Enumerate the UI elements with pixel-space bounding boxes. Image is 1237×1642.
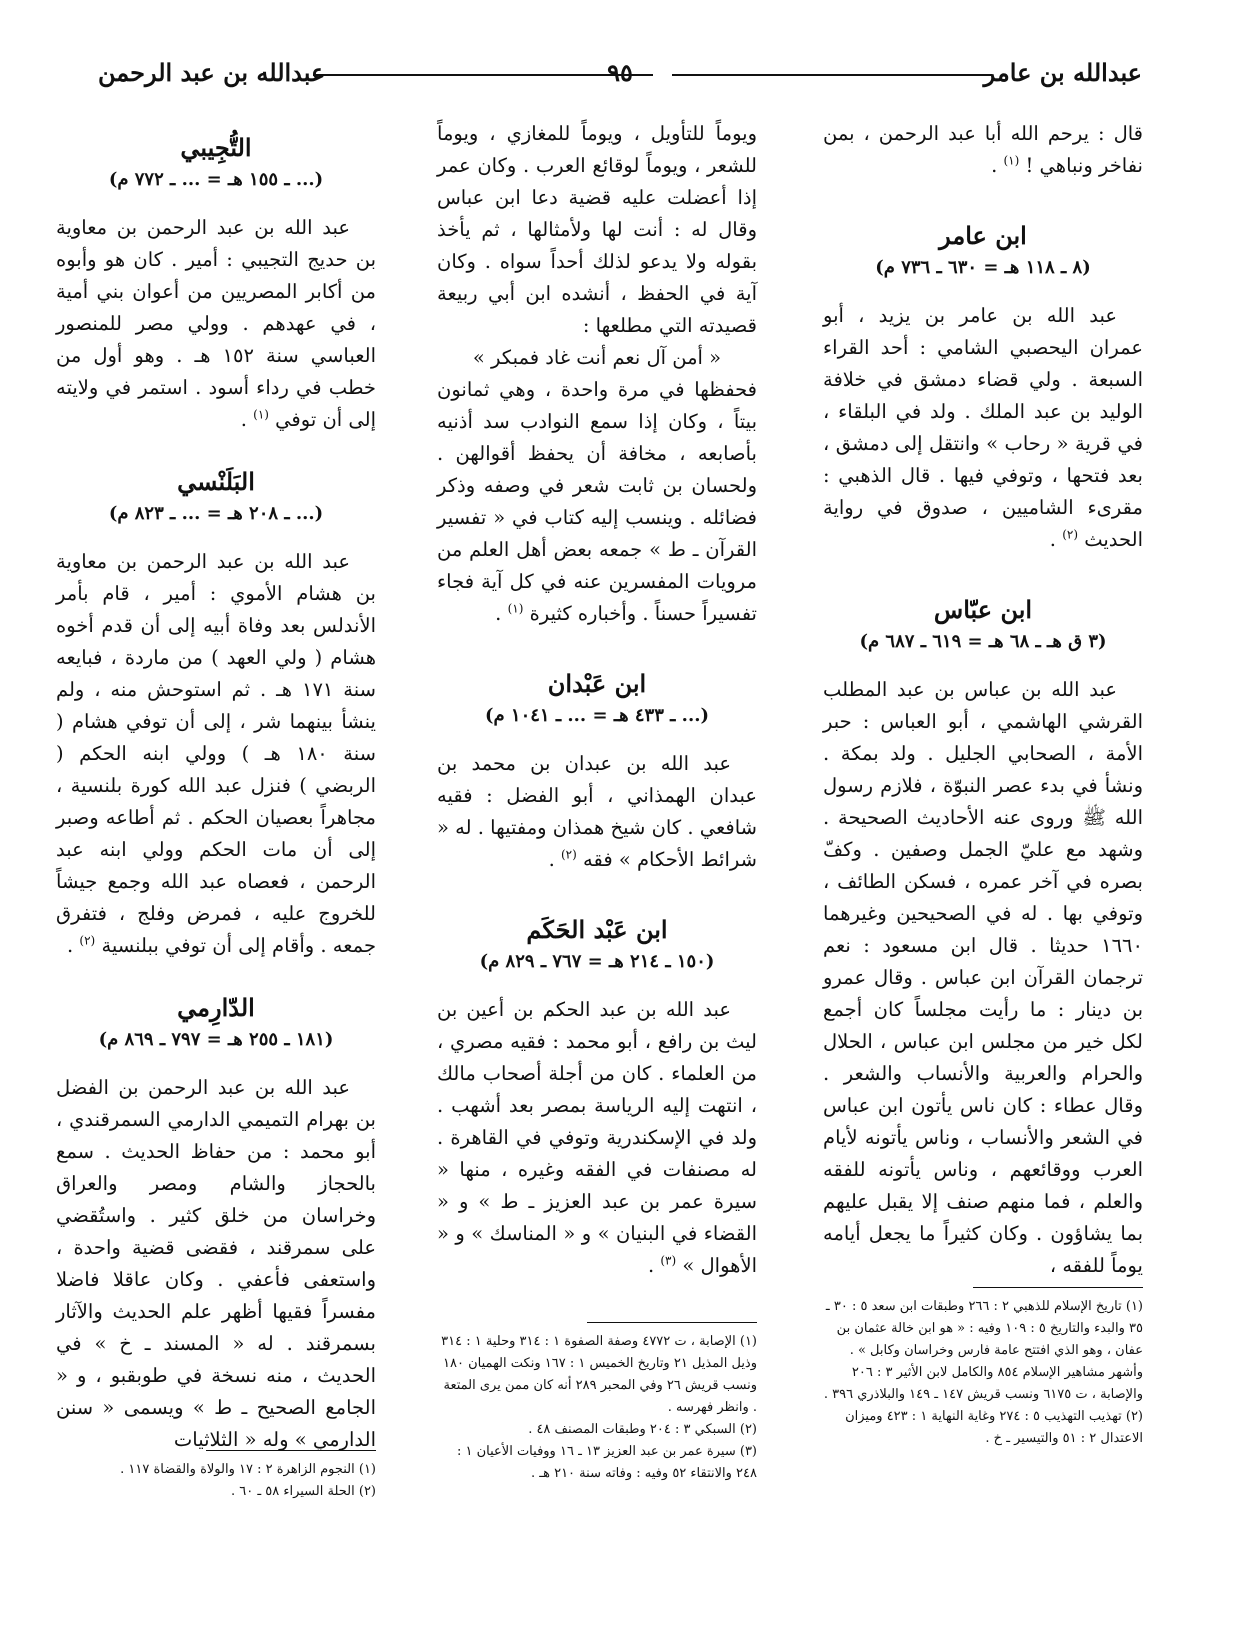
- entry-text: عبد الله بن عبدان بن محمد بن عبدان الهمذاني ، أبو الفضل : فقيه شافعي . كان شيخ همذان ومفتيها . له « شرائط الأحكام » فقه $^{(٢)}$ .: [437, 752, 757, 871]
- paragraph-text: عبد الله بن عباس بن عبد المطلب القرشي الهاشمي ، أبو العباس : حبر الأمة ، الصحابي الجليل . ولد بمكة . ونشأ في بدء عصر النبوّة ، فلازم رسول الله ﷺ وروى عنه الأحاديث الصحيحة . وشهد مع عليّ الجمل وصفين . وكفّ بصره في آخر عمره ، فسكن الطائف ، وتوفي بها . له في الصحيحين وغيرهما ١٦٦٠ حديثا . قال ابن مسعود : نعم ترجمان القرآن ابن عباس . وقال عمرو بن دينار : ما رأيت مجلساً كان أجمع لكل خير من مجلس ابن عباس ، الحلال والحرام والعربية والأنساب والشعر . وقال عطاء : كان ناس يأتون ابن عباس في الشعر والأنساب ، وناس يأتونه لأيام العرب ووقائعهم ، وناس يأتونه للفقه والعلم ، فما منهم صنف إلا يقبل عليهم بما يشاؤون . وكان كثيراً ما يجعل أيامه يوماً للفقه ،: [823, 678, 1143, 1277]
- paragraph-text: عبد الله بن عبد الحكم بن أعين بن ليث بن رافع ، أبو محمد : فقيه مصري ، من العلماء . كان من أجلة أصحاب مالك ، انتهت إليه الرياسة بمصر بعد أشهب . ولد في الإسكندرية وتوفي في القاهرة . له مصنفات في الفقه وغيره ، منها « سيرة عمر بن عبد العزيز ـ ط » و « القضاء في البنيان » و « المناسك » و « الأهوال »: [437, 998, 757, 1277]
- footnote-ref: (١): [1003, 153, 1020, 168]
- footnotes-right: [823, 1287, 1143, 1450]
- entry-title: ابن عَبْد الحَكَم: [526, 915, 668, 944]
- entry-title: ابن عبّاس: [933, 595, 1033, 624]
- footnote: (٢) السبكي ٣ : ٢٠٤ وطبقات المصنف ٤٨ .: [528, 1422, 757, 1437]
- entry-dates: (... ـ ٤٣٣ هـ = ... ـ ١٠٤١ م): [484, 705, 709, 726]
- footnote-ref: (٢): [1062, 527, 1079, 542]
- paragraph: قال : يرحم الله أبا عبد الرحمن ، بمن نفاخر ونباهي ! $^{(١)}$ .: [823, 122, 1143, 177]
- entry-title: ابن عَبْدان: [547, 669, 647, 698]
- entry-dates: (١٥٠ ـ ٢١٤ هـ = ٧٦٧ ـ ٨٢٩ م): [479, 951, 715, 972]
- entry-dates: (٣ ق هـ ـ ٦٨ هـ = ٦١٩ ـ ٦٨٧ م): [859, 631, 1107, 652]
- footnote: (١) الإصابة ، ت ٤٧٧٢ وصفة الصفوة ١ : ٣١٤ وحلية ١ : ٣١٤ وذيل المذيل ٢١ وتاريخ الخميس ١ : ١٦٧ ونكت الهميان ١٨٠ ونسب قريش ٢٦ وفي المحبر ٢٨٩ أنه كان ممن يرى المتعة . وانظر فهرسه .: [441, 1334, 757, 1415]
- column-left: [56, 118, 376, 1456]
- entry-title: الدّارِمي: [177, 993, 255, 1022]
- paragraph-text: ويوماً للتأويل ، ويوماً للمغازي ، ويوماً للشعر ، ويوماً لوقائع العرب . وكان عمر إذا أعضلت عليه قضية دعا ابن عباس وقال له : أنت لها ولأمثالها ، ثم يأخذ بقوله ولا يدعو لذلك أحداً سواه . وكان آية في الحفظ ، أنشده ابن أبي ربيعة قصيدته التي مطلعها :: [437, 122, 757, 337]
- footnote-ref: (٢): [79, 933, 96, 948]
- header-right-title: عبدالله بن عامر: [983, 58, 1142, 87]
- footnote: (٣) سيرة عمر بن عبد العزيز ١٣ ـ ١٦ ووفيات الأعيان ١ : ٢٤٨ والانتقاء ٥٢ وفيه : وفاته سنة ٢١٠ هـ .: [456, 1444, 757, 1481]
- entry-text: عبد الله بن عامر بن يزيد ، أبو عمران اليحصبي الشامي : أحد القراء السبعة . ولي قضاء دمشق في خلافة الوليد بن عبد الملك . ولد في البلقاء ، في قرية « رحاب » وانتقل إلى دمشق ، بعد فتحها ، وتوفي فيها . قال الذهبي : مقرىء الشاميين ، صدوق في رواية الحديث $^{(٢)}$ .: [823, 304, 1143, 551]
- paragraph-text: عبد الله بن عامر بن يزيد ، أبو عمران اليحصبي الشامي : أحد القراء السبعة . ولي قضاء دمشق في خلافة الوليد بن عبد الملك . ولد في البلقاء ، في قرية « رحاب » وانتقل إلى دمشق ، بعد فتحها ، وتوفي فيها . قال الذهبي : مقرىء الشاميين ، صدوق في رواية الحديث: [823, 304, 1143, 551]
- page-number: ٩٥: [601, 58, 639, 87]
- entry-title: البَلَنْسي: [177, 467, 255, 496]
- poem-quote: « أمن آل نعم أنت غاد فمبكر »: [472, 346, 722, 369]
- footnote-rule: [587, 1322, 757, 1323]
- footnotes-middle: [437, 1322, 757, 1485]
- footnote-rule: [206, 1450, 376, 1451]
- paragraph-text: عبد الله بن عبد الرحمن بن معاوية بن حديج التجيبي : أمير . كان هو وأبوه من أكابر المصريين من أعوان بني أمية ، في عهدهم . وولي مصر للمنصور العباسي سنة ١٥٢ هـ . وهو أول من خطب في رداء أسود . استمر في ولايته إلى أن توفي: [56, 216, 376, 431]
- entry-text: [56, 1072, 376, 1456]
- header-rule: [313, 74, 653, 76]
- paragraph: [437, 118, 757, 342]
- footnote: (١) تاريخ الإسلام للذهبي ٢ : ٢٦٦ وطبقات ابن سعد ٥ : ٣٠ ـ ٣٥ والبدء والتاريخ ٥ : ١٠٩ وفيه : « هو ابن خالة عثمان بن عفان ، وهو الذي افتتح عامة فارس وخراسان وكابل » . وأشهر مشاهير الإسلام ٨٥٤ والكامل لابن الأثير ٣ : ٢٠٦ والإصابة ، ت ٦١٧٥ ونسب قريش ١٤٧ ـ ١٤٩ والبلاذري ٣٩٦ .: [823, 1299, 1143, 1402]
- paragraph-text: قال : يرحم الله أبا عبد الرحمن ، بمن نفاخر ونباهي !: [823, 122, 1143, 177]
- paragraph: فحفظها في مرة واحدة ، وهي ثمانون بيتاً ، وكان إذا سمع النوادب سد أذنيه بأصابعه ، مخافة أن يحفظ أقوالهن . ولحسان بن ثابت شعر في وصفه وذكر فضائله . وينسب إليه كتاب في « تفسير القرآن ـ ط » جمعه بعض أهل العلم من مرويات المفسرين عنه في كل آية فجاء تفسيراً حسناً . وأخباره كثيرة $^{(١)}$ .: [437, 378, 757, 625]
- entry-text: عبد الله بن عبد الرحمن بن معاوية بن هشام الأموي : أمير ، قام بأمر الأندلس بعد وفاة أبيه إلى أن قدم أخوه هشام ( ولي العهد ) من ماردة ، فبايعه سنة ١٧١ هـ . ثم استوحش منه ، ولم ينشأ بينهما شر ، إلى أن توفي هشام ( سنة ١٨٠ هـ ) وولي ابنه الحكم ( الربضي ) فنزل عبد الله كورة بلنسية ، مجاهراً بعصيان الحكم . ثم أطاعه وصبر إلى أن مات الحكم وولي ابنه عبد الرحمن ، فعصاه عبد الله وجمع جيشاً للخروج عليه ، فمرض وفلج ، فتفرق جمعه . وأقام إلى أن توفي ببلنسية $^{(٢)}$ .: [56, 550, 376, 957]
- entry-text: [823, 674, 1143, 1282]
- footnotes-left: [56, 1450, 376, 1503]
- entry-dates: (... ـ ٢٠٨ هـ = ... ـ ٨٢٣ م): [108, 503, 324, 524]
- footnote-ref: (٣): [660, 1253, 677, 1268]
- footnote-ref: (١): [507, 601, 524, 616]
- header-rule: [672, 74, 992, 76]
- footnote: (١) النجوم الزاهرة ٢ : ١٧ والولاة والقضاة ١١٧ .: [120, 1462, 376, 1477]
- footnote: (٢) تهذيب التهذيب ٥ : ٢٧٤ وغاية النهاية ١ : ٤٢٣ وميزان الاعتدال ٢ : ٥١ والتيسير ـ خ .: [845, 1409, 1143, 1446]
- paragraph-text: عبد الله بن عبد الرحمن بن معاوية بن هشام الأموي : أمير ، قام بأمر الأندلس بعد وفاة أبيه إلى أن قدم أخوه هشام ( ولي العهد ) من ماردة ، فبايعه سنة ١٧١ هـ . ثم استوحش منه ، ولم ينشأ بينهما شر ، إلى أن توفي هشام ( سنة ١٨٠ هـ ) وولي ابنه الحكم ( الربضي ) فنزل عبد الله كورة بلنسية ، مجاهراً بعصيان الحكم . ثم أطاعه وصبر إلى أن مات الحكم وولي ابنه عبد الرحمن ، فعصاه عبد الله وجمع جيشاً للخروج عليه ، فمرض وفلج ، فتفرق جمعه . وأقام إلى أن توفي ببلنسية: [56, 550, 376, 957]
- entry-title: ابن عامر: [939, 221, 1027, 250]
- paragraph-text: عبد الله بن عبدان بن محمد بن عبدان الهمذاني ، أبو الفضل : فقيه شافعي . كان شيخ همذان ومفتيها . له « شرائط الأحكام » فقه: [437, 752, 757, 871]
- paragraph-text: عبد الله بن عبد الرحمن بن الفضل بن بهرام التميمي الدارمي السمرقندي ، أبو محمد : من حفاظ الحديث . سمع بالحجاز والشام ومصر والعراق وخراسان من خلق كثير . واستُقضي على سمرقند ، فقضى قضية واحدة ، واستعفى فأعفي . وكان عاقلا فاضلا مفسراً فقيها أظهر علم الحديث والآثار بسمرقند . له « المسند ـ خ » في الحديث ، منه نسخة في طوبقبو ، و « الجامع الصحيح ـ ط » ويسمى « سنن الدارمي » وله « الثلاثيات: [56, 1076, 376, 1451]
- footnote-rule: [973, 1287, 1143, 1288]
- header-left-title: عبدالله بن عبد الرحمن: [98, 58, 326, 87]
- column-right: [823, 118, 1143, 1282]
- entry-text: عبد الله بن عبد الحكم بن أعين بن ليث بن رافع ، أبو محمد : فقيه مصري ، من العلماء . كان من أجلة أصحاب مالك ، انتهت إليه الرياسة بمصر بعد أشهب . ولد في الإسكندرية وتوفي في القاهرة . له مصنفات في الفقه وغيره ، منها « سيرة عمر بن عبد العزيز ـ ط » و « القضاء في البنيان » و « المناسك » و « الأهوال » $^{(٣)}$ .: [437, 998, 757, 1277]
- entry-title: التُّجِيبي: [180, 133, 252, 162]
- entry-dates: (١٨١ ـ ٢٥٥ هـ = ٧٩٧ ـ ٨٦٩ م): [98, 1029, 334, 1050]
- footnote-ref: (٢): [560, 847, 577, 862]
- running-header: [98, 58, 1142, 94]
- entry-text: عبد الله بن عبد الرحمن بن معاوية بن حديج التجيبي : أمير . كان هو وأبوه من أكابر المصريين من أعوان بني أمية ، في عهدهم . وولي مصر للمنصور العباسي سنة ١٥٢ هـ . وهو أول من خطب في رداء أسود . استمر في ولايته إلى أن توفي $^{(١)}$ .: [56, 216, 376, 431]
- footnote: (٢) الحلة السيراء ٥٨ ـ ٦٠ .: [230, 1484, 376, 1499]
- entry-dates: (٨ ـ ١١٨ هـ = ٦٣٠ ـ ٧٣٦ م): [875, 257, 1091, 278]
- entry-dates: (... ـ ١٥٥ هـ = ... ـ ٧٧٢ م): [108, 169, 324, 190]
- column-middle: [437, 118, 757, 1282]
- paragraph-text: فحفظها في مرة واحدة ، وهي ثمانون بيتاً ، وكان إذا سمع النوادب سد أذنيه بأصابعه ، مخافة أن يحفظ أقوالهن . ولحسان بن ثابت شعر في وصفه وذكر فضائله . وينسب إليه كتاب في « تفسير القرآن ـ ط » جمعه بعض أهل العلم من مرويات المفسرين عنه في كل آية فجاء تفسيراً حسناً . وأخباره كثيرة: [437, 378, 757, 625]
- footnote-ref: (١): [253, 407, 269, 422]
